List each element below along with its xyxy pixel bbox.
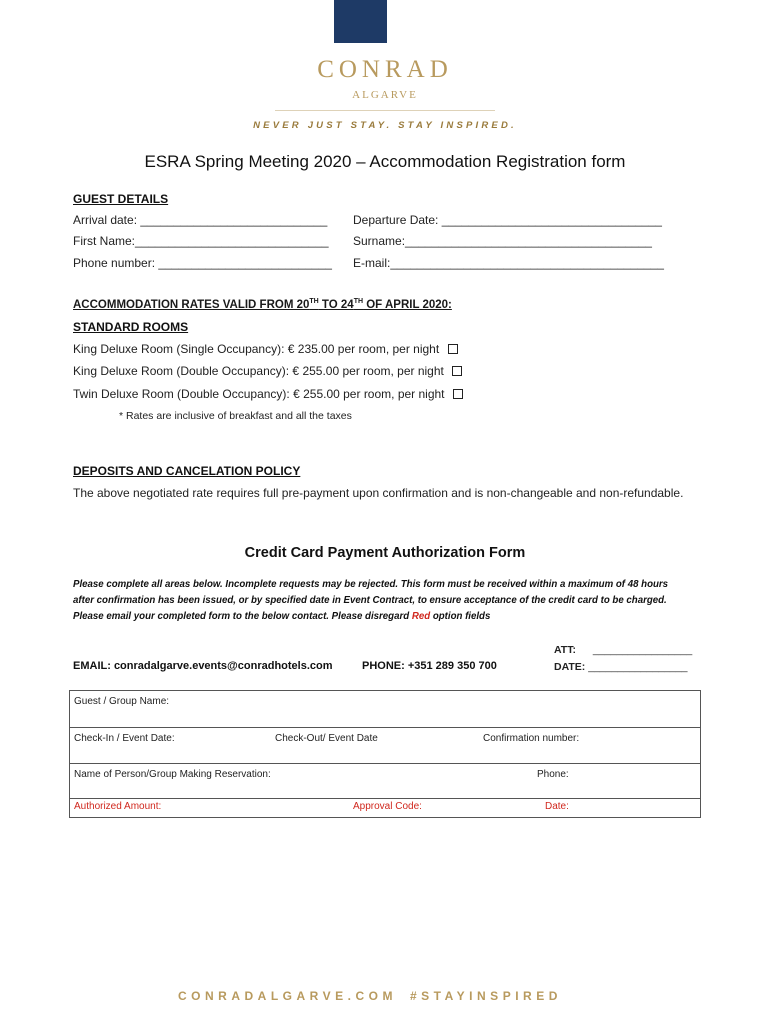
authorized-amount-label: Authorized Amount: bbox=[74, 801, 162, 812]
surname-label: Surname: bbox=[353, 234, 406, 248]
credit-card-instructions bbox=[73, 577, 670, 625]
guest-group-name-cell[interactable] bbox=[70, 691, 701, 728]
instructions-text-end: option fields bbox=[430, 611, 491, 622]
confirmation-number-label: Confirmation number: bbox=[483, 733, 580, 744]
email-field[interactable]: _________________________________________ bbox=[390, 256, 664, 270]
page-title: ESRA Spring Meeting 2020 – Accommodation Registration form bbox=[144, 152, 626, 171]
room-option-label: King Deluxe Room (Double Occupancy): € 255.00 per room, per night bbox=[73, 364, 444, 378]
room-option bbox=[73, 387, 463, 401]
arrival-date-label: Arrival date: bbox=[73, 213, 138, 227]
room-option bbox=[73, 342, 458, 356]
table-row bbox=[70, 691, 701, 728]
footer-website[interactable]: CONRADALGARVE.COM bbox=[178, 989, 397, 1003]
room-option-checkbox[interactable] bbox=[452, 366, 462, 376]
table-row bbox=[70, 764, 701, 799]
contact-phone: PHONE: +351 289 350 700 bbox=[362, 660, 497, 672]
arrival-date-row bbox=[73, 213, 327, 227]
authorization-cell[interactable] bbox=[70, 799, 701, 818]
departure-date-label: Departure Date: bbox=[353, 213, 439, 227]
room-option-checkbox[interactable] bbox=[448, 344, 458, 354]
rates-heading-part1: ACCOMMODATION RATES VALID FROM 20 bbox=[73, 298, 310, 311]
departure-date-row bbox=[353, 213, 662, 227]
surname-row bbox=[353, 234, 652, 248]
email-label: E-mail: bbox=[353, 256, 391, 270]
check-out-label: Check-Out/ Event Date bbox=[275, 733, 378, 744]
email-row bbox=[353, 256, 664, 270]
brand-name: CONRAD bbox=[317, 56, 453, 83]
rates-sup-th-1: TH bbox=[309, 298, 319, 305]
att-field[interactable]: _________________ bbox=[592, 644, 693, 656]
phone-row bbox=[73, 256, 332, 270]
table-phone-label: Phone: bbox=[537, 769, 569, 780]
policy-heading: DEPOSITS AND CANCELATION POLICY bbox=[73, 464, 301, 478]
table-row bbox=[70, 799, 701, 818]
standard-rooms-heading: STANDARD ROOMS bbox=[73, 320, 189, 334]
policy-text: The above negotiated rate requires full pre-payment upon confirmation and is non-changeable and non-refundable. bbox=[73, 486, 684, 500]
table-row bbox=[70, 728, 701, 764]
phone-field[interactable]: __________________________ bbox=[158, 256, 332, 270]
room-option-label: King Deluxe Room (Single Occupancy): € 235.00 per room, per night bbox=[73, 342, 440, 356]
brand-divider bbox=[275, 110, 495, 111]
arrival-date-field[interactable]: ____________________________ bbox=[140, 213, 328, 227]
authorization-table bbox=[69, 690, 701, 818]
reservation-person-cell[interactable] bbox=[70, 764, 701, 799]
guest-group-name-label: Guest / Group Name: bbox=[74, 696, 170, 707]
brand-logo-block bbox=[334, 0, 387, 43]
person-making-reservation-label: Name of Person/Group Making Reservation: bbox=[74, 769, 271, 780]
instructions-text: Please complete all areas below. Incomplete requests may be rejected. This form must be received within a maximum of 48 hours after confirmation has been issued, or by specified date in Event Contract, to ensure acceptance of the credit card to be charged. Please email your completed form to the below contact. Please disregard bbox=[73, 579, 669, 622]
att-label: ATT: bbox=[554, 644, 576, 656]
table-date-label: Date: bbox=[545, 801, 569, 812]
rates-heading-part3: OF APRIL 2020: bbox=[363, 298, 452, 311]
room-option-label: Twin Deluxe Room (Double Occupancy): € 255.00 per room, per night bbox=[73, 387, 445, 401]
room-option-checkbox[interactable] bbox=[453, 389, 463, 399]
date-row bbox=[554, 661, 688, 673]
check-in-label: Check-In / Event Date: bbox=[74, 733, 175, 744]
guest-details-heading: GUEST DETAILS bbox=[73, 192, 169, 206]
rates-sup-th-2: TH bbox=[353, 298, 364, 305]
first-name-field[interactable]: _____________________________ bbox=[135, 234, 329, 248]
rates-heading bbox=[73, 298, 452, 311]
footer-hashtag: #STAYINSPIRED bbox=[410, 989, 562, 1003]
first-name-label: First Name: bbox=[73, 234, 136, 248]
dates-cell[interactable] bbox=[70, 728, 701, 764]
brand-subname: ALGARVE bbox=[352, 89, 418, 101]
approval-code-label: Approval Code: bbox=[353, 801, 422, 812]
date-label: DATE: bbox=[554, 661, 586, 673]
first-name-row bbox=[73, 234, 329, 248]
att-row bbox=[554, 644, 692, 656]
instructions-red-word: Red bbox=[411, 611, 431, 622]
brand-tagline: NEVER JUST STAY. STAY INSPIRED. bbox=[253, 120, 517, 131]
credit-card-title: Credit Card Payment Authorization Form bbox=[244, 545, 526, 561]
rates-heading-part2: TO 24 bbox=[318, 298, 354, 311]
departure-date-field[interactable]: _________________________________ bbox=[441, 213, 662, 227]
rates-note: * Rates are inclusive of breakfast and all the taxes bbox=[119, 410, 352, 422]
surname-field[interactable]: _____________________________________ bbox=[405, 234, 652, 248]
phone-label: Phone number: bbox=[73, 256, 156, 270]
room-option bbox=[73, 364, 462, 378]
contact-email[interactable]: EMAIL: conradalgarve.events@conradhotels.com bbox=[73, 660, 333, 672]
date-field[interactable]: _________________ bbox=[588, 661, 688, 673]
